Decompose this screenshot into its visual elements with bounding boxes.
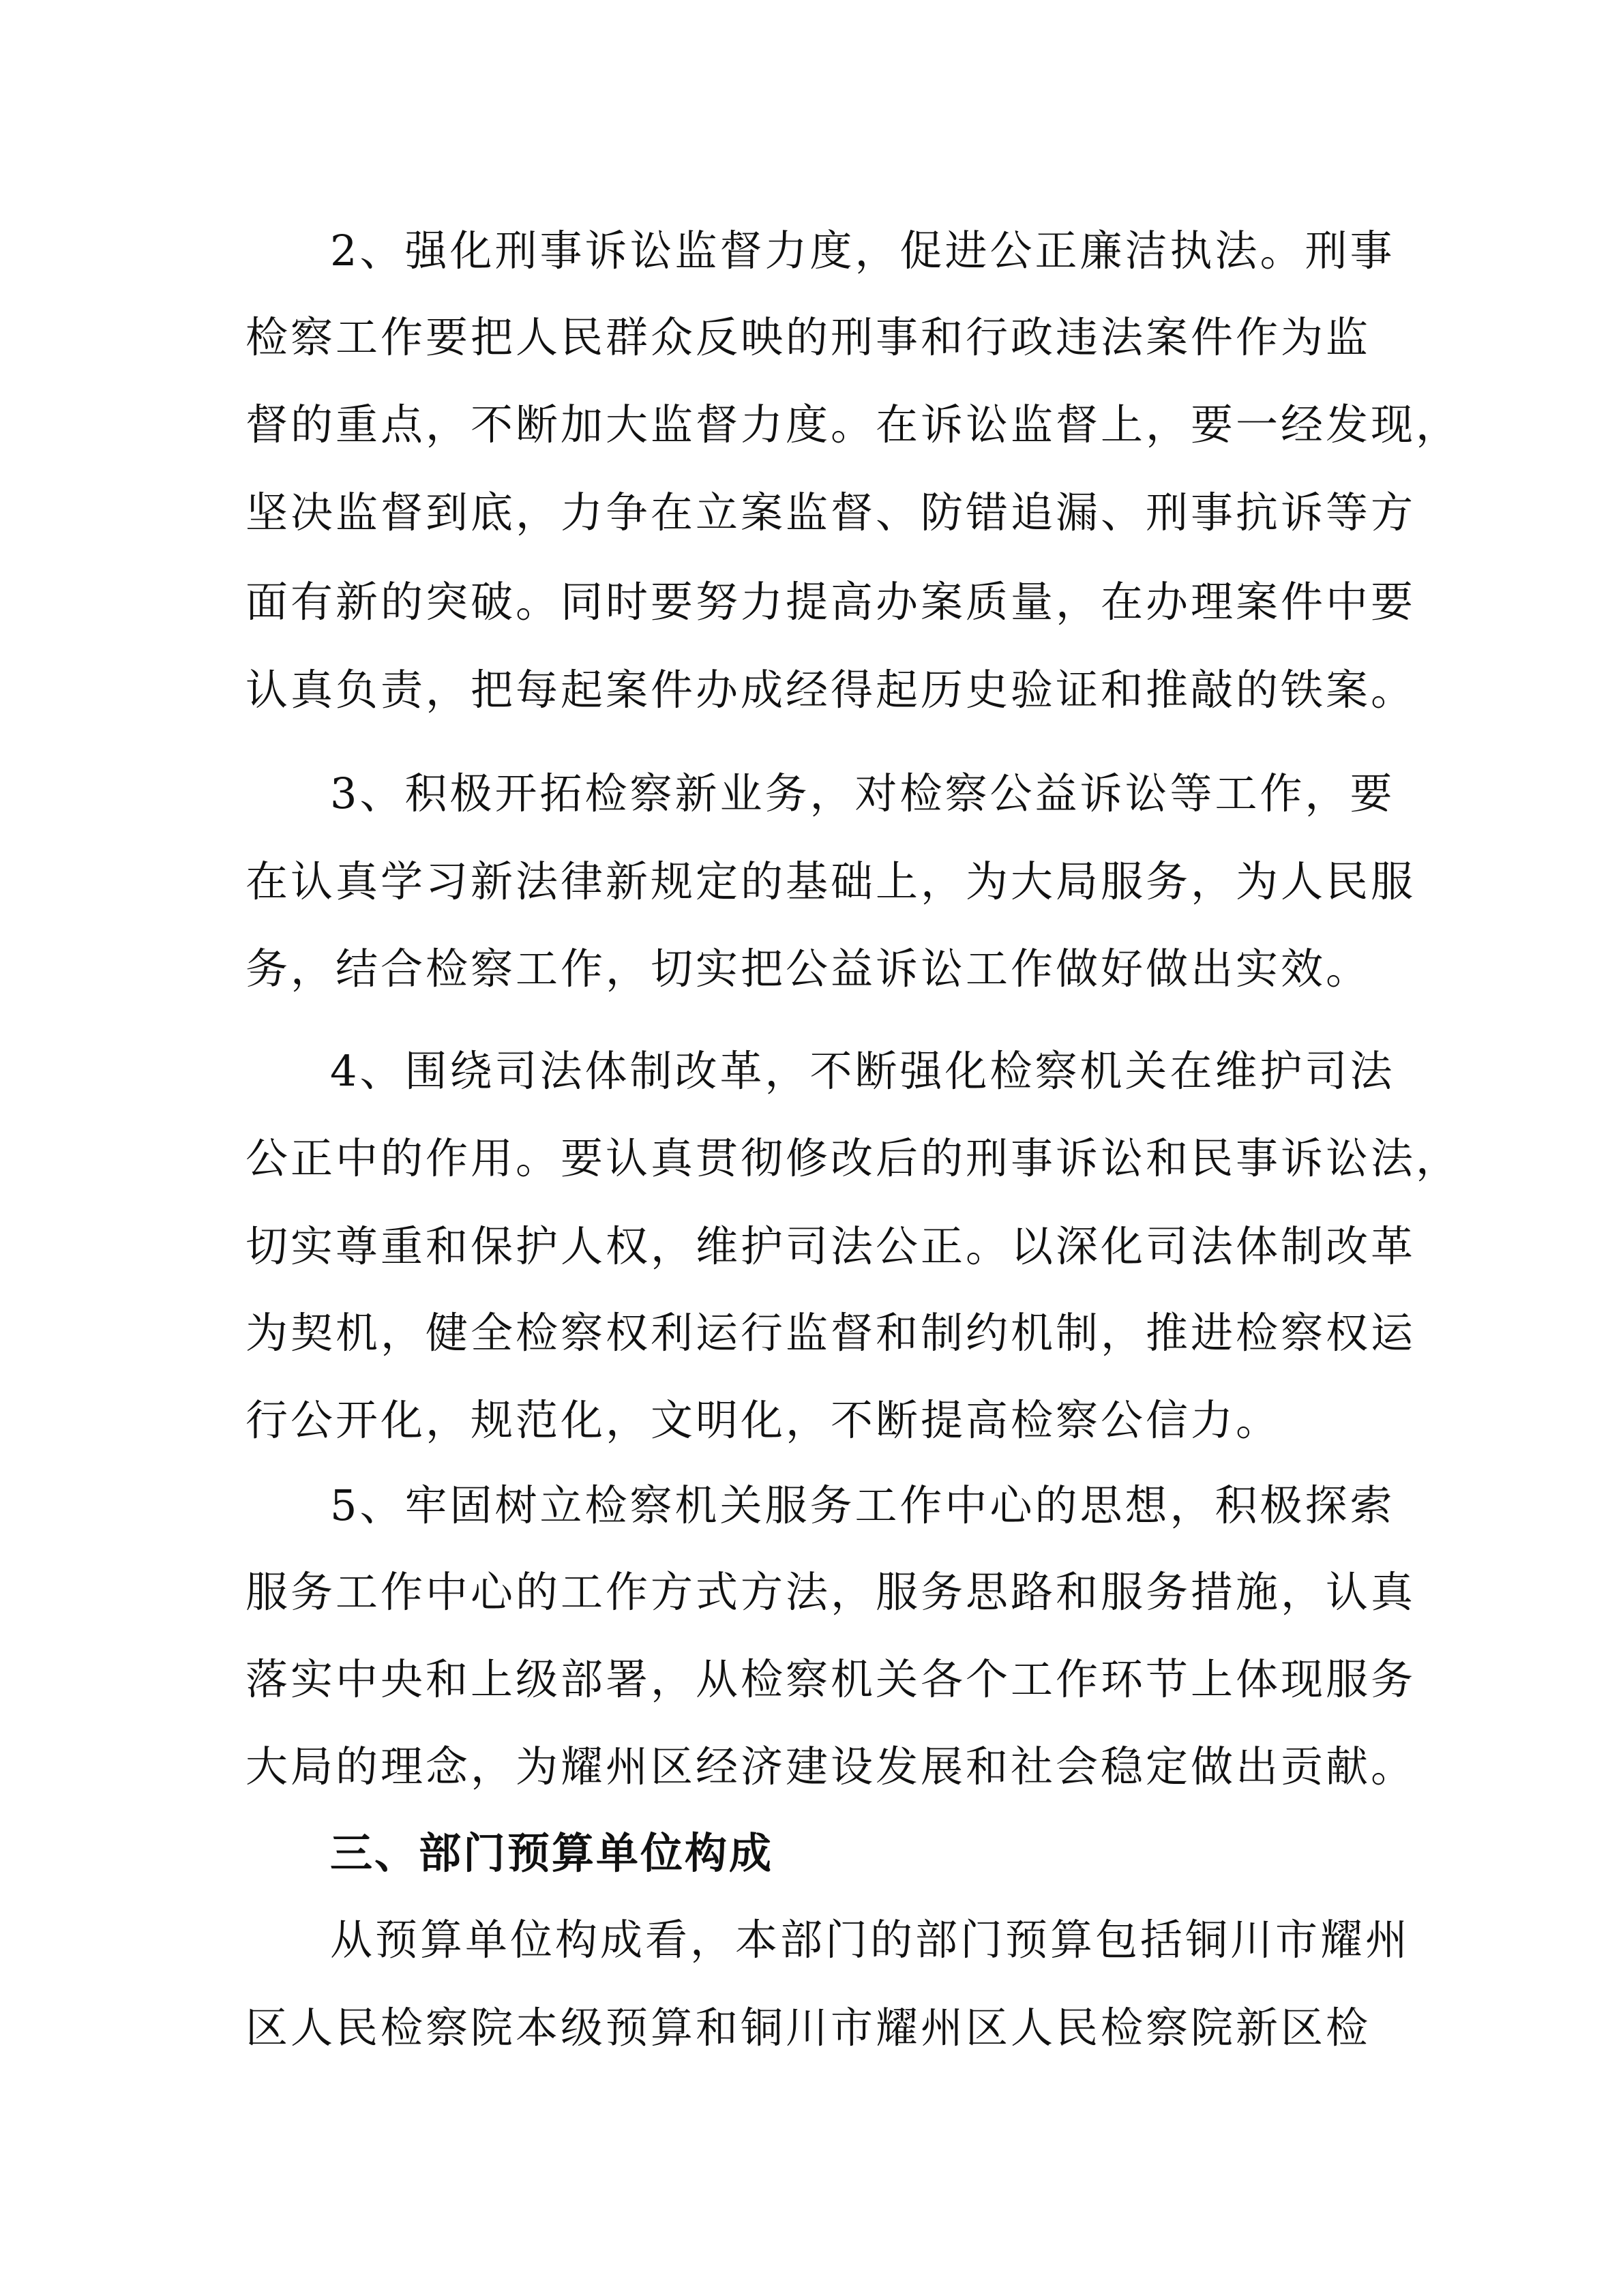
- paragraph-5-line-2: 服务工作中心的工作方式方法，服务思路和服务措施，认真: [245, 1567, 1416, 1617]
- paragraph-5-line-3: 落实中央和上级部署，从检察机关各个工作环节上体现服务: [245, 1654, 1416, 1704]
- paragraph-5-line-4: 大局的理念，为耀州区经济建设发展和社会稳定做出贡献。: [245, 1742, 1416, 1791]
- paragraph-2-line-3: 督的重点，不断加大监督力度。在诉讼监督上，要一经发现，: [245, 400, 1461, 449]
- paragraph-2-line-2: 检察工作要把人民群众反映的刑事和行政违法案件作为监: [245, 312, 1371, 362]
- budget-paragraph-line-2: 区人民检察院本级预算和铜川市耀州区人民检察院新区检: [245, 2003, 1371, 2053]
- paragraph-5-line-1: 5、牢固树立检察机关服务工作中心的思想，积极探索: [330, 1480, 1395, 1530]
- paragraph-3-line-3: 务，结合检察工作，切实把公益诉讼工作做好做出实效。: [245, 944, 1371, 994]
- paragraph-2-line-5: 面有新的突破。同时要努力提高办案质量，在办理案件中要: [245, 577, 1416, 627]
- budget-paragraph-line-1: 从预算单位构成看，本部门的部门预算包括铜川市耀州: [330, 1915, 1411, 1965]
- paragraph-3-line-2: 在认真学习新法律新规定的基础上，为大局服务，为人民服: [245, 856, 1416, 906]
- paragraph-4-line-4: 为契机，健全检察权利运行监督和制约机制，推进检察权运: [245, 1308, 1416, 1358]
- paragraph-4-line-1: 4、围绕司法体制改革，不断强化检察机关在维护司法: [330, 1046, 1395, 1096]
- paragraph-4-line-2: 公正中的作用。要认真贯彻修改后的刑事诉讼和民事诉讼法，: [245, 1133, 1461, 1183]
- paragraph-3-line-1: 3、积极开拓检察新业务，对检察公益诉讼等工作，要: [330, 769, 1395, 818]
- paragraph-4-line-5: 行公开化，规范化，文明化，不断提高检察公信力。: [245, 1395, 1281, 1445]
- paragraph-4-line-3: 切实尊重和保护人权，维护司法公正。以深化司法体制改革: [245, 1221, 1416, 1271]
- paragraph-2-line-6: 认真负责，把每起案件办成经得起历史验证和推敲的铁案。: [245, 665, 1416, 715]
- paragraph-2-line-1: 2、强化刑事诉讼监督力度，促进公正廉洁执法。刑事: [330, 226, 1395, 275]
- section-heading: 三、部门预算单位构成: [330, 1828, 774, 1878]
- paragraph-2-line-4: 坚决监督到底，力争在立案监督、防错追漏、刑事抗诉等方: [245, 488, 1416, 537]
